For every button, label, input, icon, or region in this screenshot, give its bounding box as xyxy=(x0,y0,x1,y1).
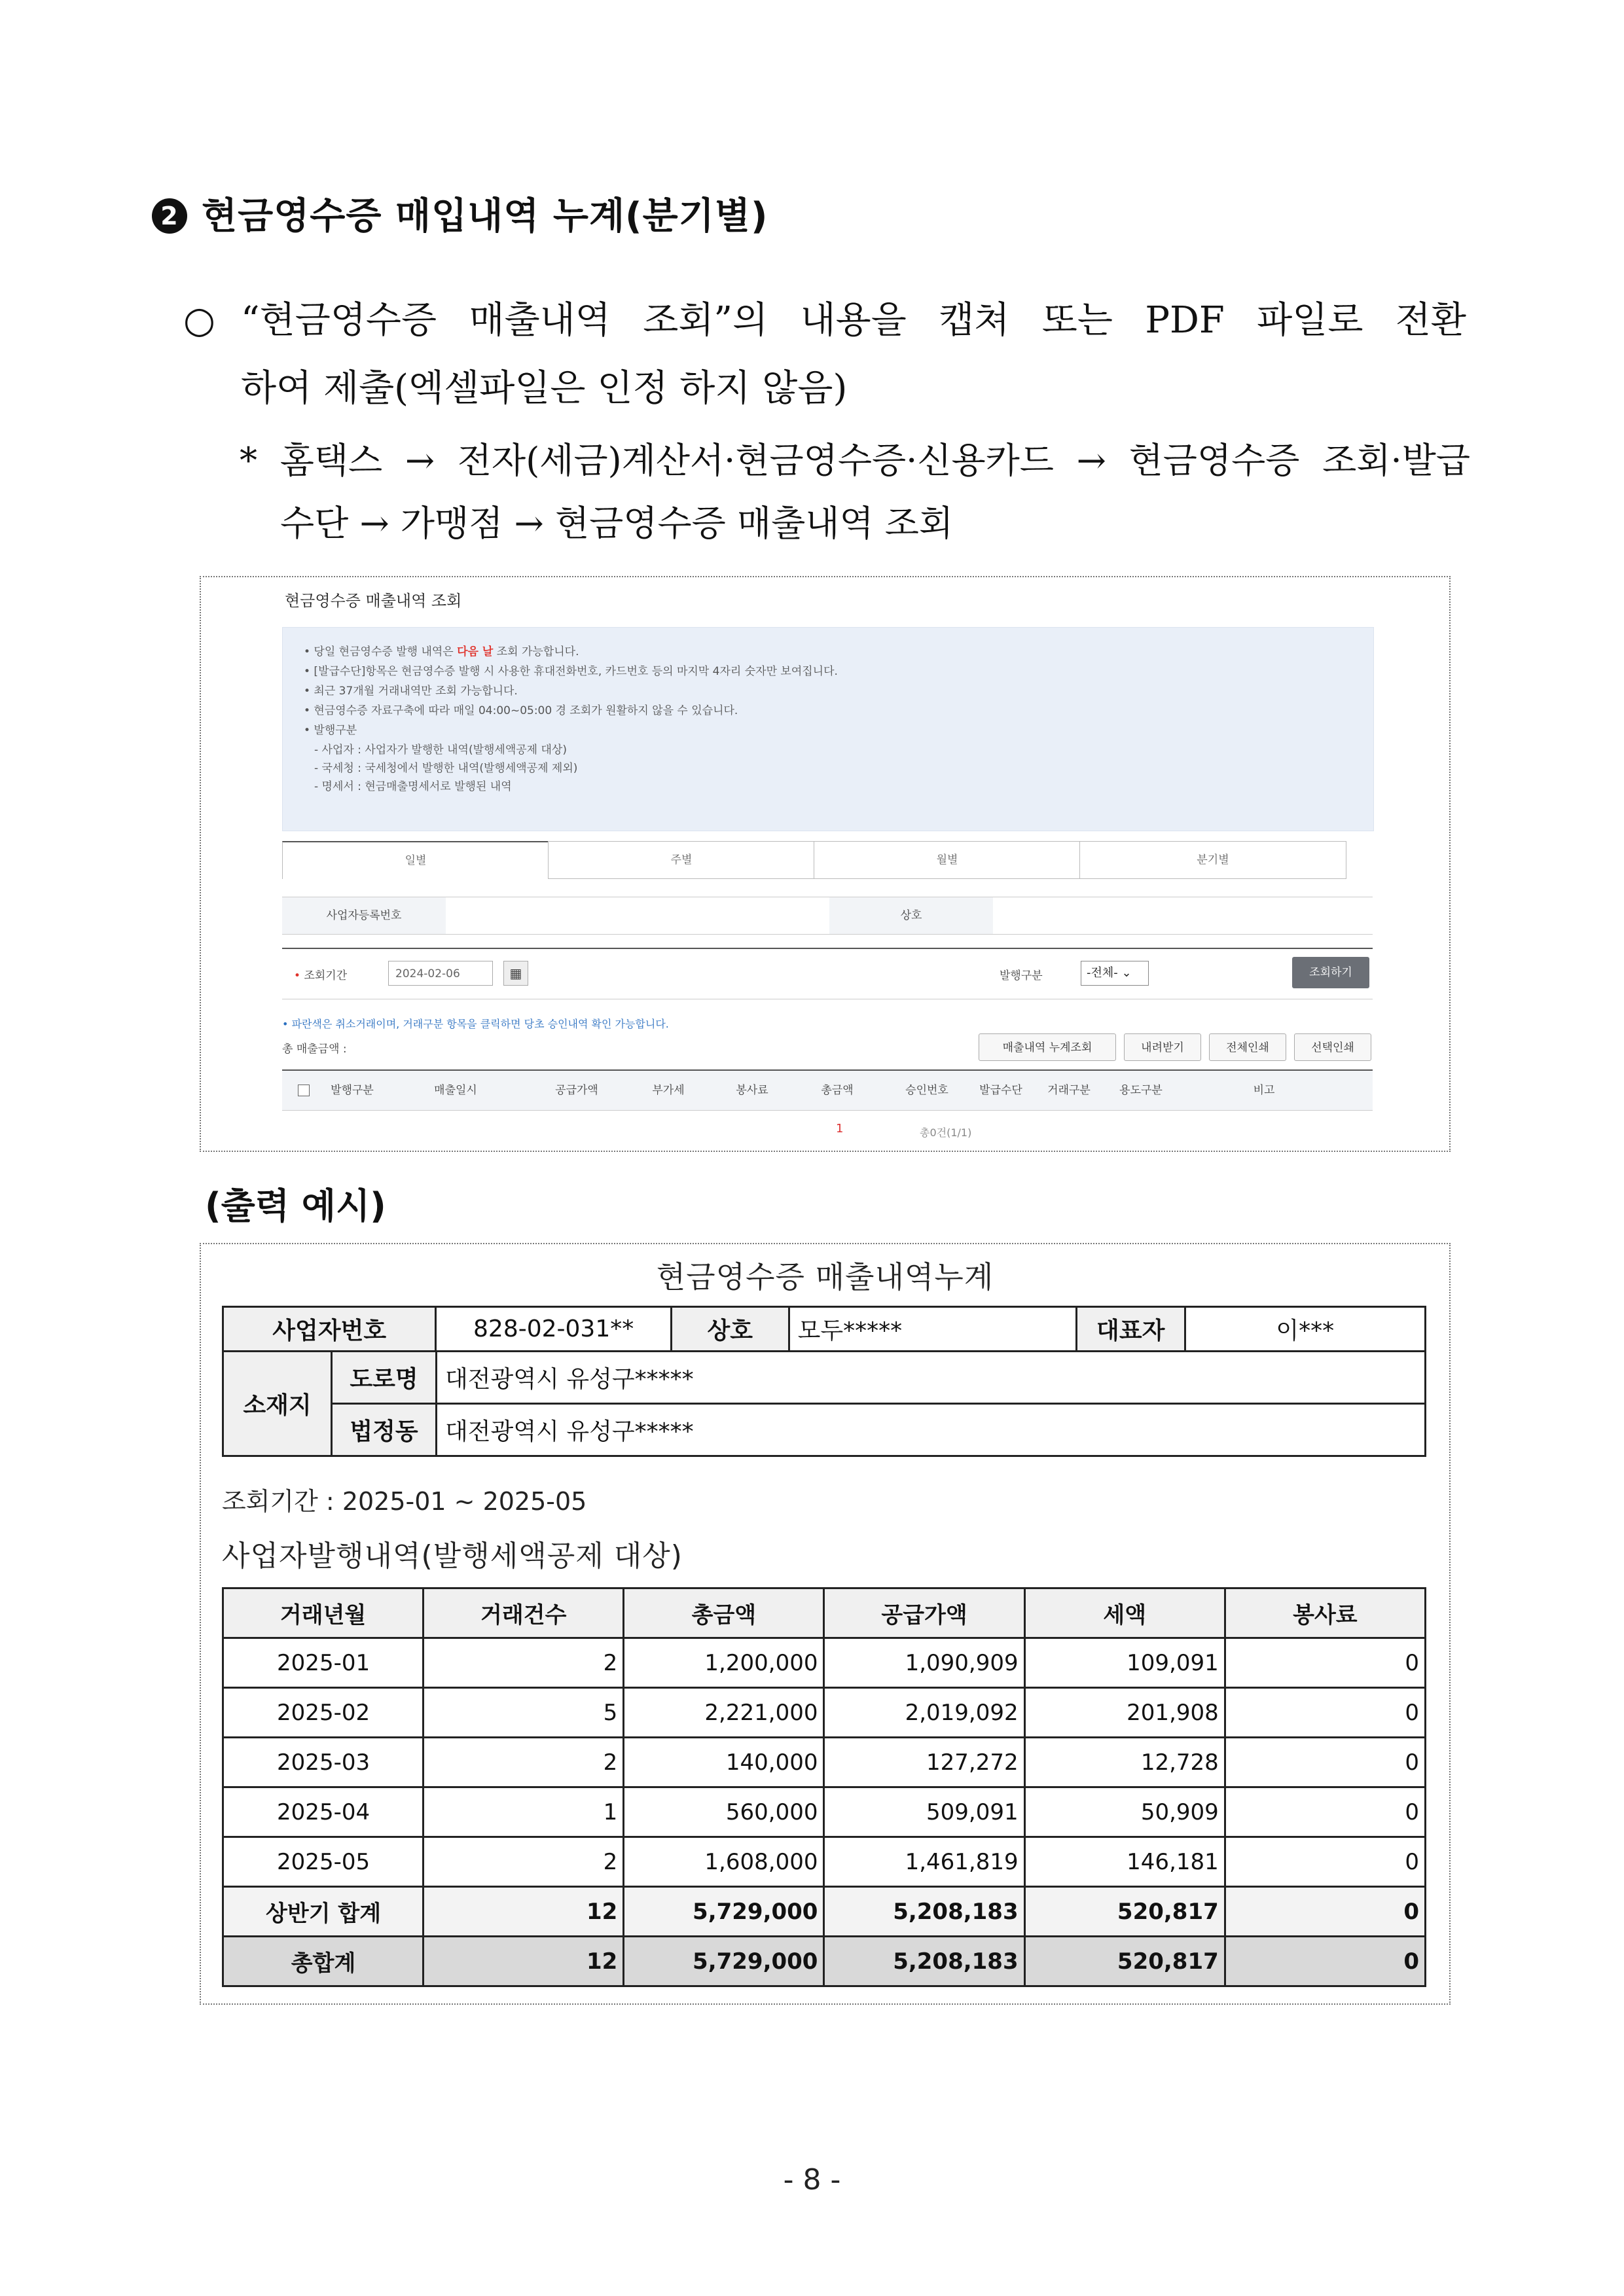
trade-name-label: 상호 xyxy=(671,1307,789,1352)
sales-summary-table xyxy=(222,1587,1426,1987)
column-header: 거래건수 xyxy=(424,1588,624,1638)
table-row xyxy=(223,1837,1426,1887)
cell-count: 12 xyxy=(424,1937,624,1986)
trade-name-label: 상호 xyxy=(829,897,993,934)
circle-bullet: ○ xyxy=(183,299,215,342)
section-title: 현금영수증 매입내역 누계(분기별) xyxy=(202,195,768,238)
column-header: 거래년월 xyxy=(223,1588,424,1638)
column-header: 봉사료 xyxy=(1225,1588,1425,1638)
column-header: 매출일시 xyxy=(434,1084,477,1097)
road-address: 대전광역시 유성구***** xyxy=(437,1352,1426,1404)
table-row xyxy=(223,1787,1426,1837)
column-header: 공급가액 xyxy=(824,1588,1024,1638)
cell-supply: 5,208,183 xyxy=(824,1937,1024,1986)
cell-total: 1,200,000 xyxy=(624,1638,824,1688)
tab-quarterly[interactable]: 분기별 xyxy=(1079,841,1346,879)
address-table xyxy=(222,1350,1426,1457)
column-header: 비고 xyxy=(1253,1084,1275,1097)
cell-total: 1,608,000 xyxy=(624,1837,824,1887)
date-input[interactable]: 2024-02-06 xyxy=(388,961,493,986)
notice-item: • [발급수단]항목은 현금영수증 발행 시 사용한 휴대전화번호, 카드번호 등의 마지막 4자리 숫자만 보여집니다. xyxy=(304,665,838,678)
tab-daily[interactable]: 일별 xyxy=(282,841,549,879)
biz-reg-label: 사업자등록번호 xyxy=(282,897,446,934)
business-info-table xyxy=(222,1306,1426,1352)
table-row xyxy=(223,1688,1426,1738)
cell-service: 0 xyxy=(1225,1638,1425,1688)
total-sales-label: 총 매출금액 : xyxy=(282,1043,347,1056)
instruction-line-2: 하여 제출(엑셀파일은 인정 하지 않음) xyxy=(241,367,848,410)
ceo-value: 이*** xyxy=(1185,1307,1425,1352)
notice-item: • 당일 현금영수증 발행 내역은 다음 날 조회 가능합니다. xyxy=(304,645,579,658)
notice-box xyxy=(282,627,1374,831)
table-row xyxy=(223,1738,1426,1787)
period-label: • 조회기간 xyxy=(294,969,348,982)
trade-name-value: 모두***** xyxy=(789,1307,1076,1352)
query-period: 조회기간 : 2025-01 ~ 2025-05 xyxy=(222,1487,587,1516)
business-info-row xyxy=(282,897,1373,935)
column-header: 발급수단 xyxy=(979,1084,1022,1097)
cell-count: 1 xyxy=(424,1787,624,1837)
location-label: 소재지 xyxy=(223,1352,332,1456)
hometax-path-note xyxy=(240,429,1470,555)
column-header: 용도구분 xyxy=(1119,1084,1163,1097)
cell-service: 0 xyxy=(1225,1738,1425,1787)
instruction-line-1: “현금영수증 매출내역 조회”의 내용을 캡쳐 또는 PDF 파일로 전환 xyxy=(241,299,1466,342)
download-button[interactable]: 내려받기 xyxy=(1124,1033,1201,1061)
column-header: 부가세 xyxy=(652,1084,685,1097)
instruction-paragraph xyxy=(183,287,1466,423)
pager-total: 총0건(1/1) xyxy=(920,1126,972,1139)
cell-tax: 50,909 xyxy=(1024,1787,1225,1837)
cell-label: 상반기 합계 xyxy=(223,1887,424,1937)
cell-tax: 520,817 xyxy=(1024,1887,1225,1937)
section-title-issued: 사업자발행내역(발행세액공제 대상) xyxy=(222,1539,683,1573)
cumulative-sales-button[interactable]: 매출내역 누계조회 xyxy=(979,1033,1116,1061)
print-all-button[interactable]: 전체인쇄 xyxy=(1209,1033,1286,1061)
column-header: 거래구분 xyxy=(1047,1084,1091,1097)
column-header: 발행구분 xyxy=(331,1084,374,1097)
cell-month: 2025-02 xyxy=(223,1688,424,1738)
cell-count: 2 xyxy=(424,1837,624,1887)
notice-item: - 사업자 : 사업자가 발행한 내역(발행세액공제 대상) xyxy=(314,744,567,757)
column-header: 봉사료 xyxy=(736,1084,768,1097)
cell-tax: 520,817 xyxy=(1024,1937,1225,1986)
cell-supply: 127,272 xyxy=(824,1738,1024,1787)
cell-service: 0 xyxy=(1225,1837,1425,1887)
search-button[interactable]: 조회하기 xyxy=(1292,957,1369,988)
cell-total: 2,221,000 xyxy=(624,1688,824,1738)
print-selected-button[interactable]: 선택인쇄 xyxy=(1294,1033,1371,1061)
biz-no-value: 828-02-031** xyxy=(436,1307,671,1352)
cell-supply: 509,091 xyxy=(824,1787,1024,1837)
result-table-header xyxy=(282,1069,1373,1111)
cell-supply: 1,090,909 xyxy=(824,1638,1024,1688)
page-number: - 8 - xyxy=(783,2163,841,2197)
cell-service: 0 xyxy=(1225,1937,1425,1986)
section-number: 2 xyxy=(152,198,187,234)
notice-item: - 명세서 : 현금매출명세서로 발행된 내역 xyxy=(314,780,512,793)
table-row xyxy=(223,1638,1426,1688)
notice-item: • 발행구분 xyxy=(304,724,357,737)
ceo-label: 대표자 xyxy=(1076,1307,1185,1352)
section-heading xyxy=(152,187,768,240)
cell-service: 0 xyxy=(1225,1787,1425,1837)
cell-supply: 1,461,819 xyxy=(824,1837,1024,1887)
cell-count: 5 xyxy=(424,1688,624,1738)
search-row xyxy=(282,948,1373,999)
column-header: 세액 xyxy=(1024,1588,1225,1638)
cell-tax: 201,908 xyxy=(1024,1688,1225,1738)
path-line-2: 수단 → 가맹점 → 현금영수증 매출내역 조회 xyxy=(280,503,954,544)
select-all-checkbox[interactable] xyxy=(298,1085,310,1096)
cell-month: 2025-01 xyxy=(223,1638,424,1688)
cell-count: 12 xyxy=(424,1887,624,1937)
cell-count: 2 xyxy=(424,1638,624,1688)
cell-tax: 146,181 xyxy=(1024,1837,1225,1887)
pager-page-link[interactable]: 1 xyxy=(836,1122,844,1136)
cell-month: 2025-03 xyxy=(223,1738,424,1787)
cell-month: 2025-04 xyxy=(223,1787,424,1837)
grand-total-row xyxy=(223,1937,1426,1986)
column-header: 공급가액 xyxy=(555,1084,598,1097)
cell-service: 0 xyxy=(1225,1688,1425,1738)
tab-weekly[interactable]: 주별 xyxy=(548,841,815,879)
cell-tax: 109,091 xyxy=(1024,1638,1225,1688)
cell-month: 2025-05 xyxy=(223,1837,424,1887)
column-header: 총금액 xyxy=(624,1588,824,1638)
cell-label: 총합계 xyxy=(223,1937,424,1986)
cell-total: 140,000 xyxy=(624,1738,824,1787)
notice-item: • 현금영수증 자료구축에 따라 매일 04:00~05:00 경 조회가 원활하지 않을 수 있습니다. xyxy=(304,704,738,717)
cell-supply: 5,208,183 xyxy=(824,1887,1024,1937)
path-line-1: * 홈택스 → 전자(세금)계산서·현금영수증·신용카드 → 현금영수증 조회·발급 xyxy=(240,440,1470,481)
cell-total: 5,729,000 xyxy=(624,1887,824,1937)
cell-count: 2 xyxy=(424,1738,624,1787)
output-title: 현금영수증 매출내역누계 xyxy=(656,1259,994,1295)
notice-item: • 최근 37개월 거래내역만 조회 가능합니다. xyxy=(304,685,518,698)
calendar-icon[interactable]: ▦ xyxy=(503,961,528,986)
cell-total: 560,000 xyxy=(624,1787,824,1837)
cancel-legend-note: • 파란색은 취소거래이며, 거래구분 항목을 클릭하면 당초 승인내역 확인 가능합니다. xyxy=(282,1018,669,1030)
cell-tax: 12,728 xyxy=(1024,1738,1225,1787)
screenshot-title: 현금영수증 매출내역 조회 xyxy=(285,592,462,610)
cell-total: 5,729,000 xyxy=(624,1937,824,1986)
issue-type-select[interactable]: -전체- ⌄ xyxy=(1081,961,1149,986)
period-tabs xyxy=(282,841,1373,879)
legal-address: 대전광역시 유성구***** xyxy=(437,1404,1426,1456)
subtotal-row xyxy=(223,1887,1426,1937)
road-label: 도로명 xyxy=(332,1352,437,1404)
issue-type-label: 발행구분 xyxy=(1000,969,1043,982)
cell-service: 0 xyxy=(1225,1887,1425,1937)
tab-monthly[interactable]: 월별 xyxy=(814,841,1081,879)
legal-dong-label: 법정동 xyxy=(332,1404,437,1456)
notice-item: - 국세청 : 국세청에서 발행한 내역(발행세액공제 제외) xyxy=(314,762,578,775)
example-label: (출력 예시) xyxy=(205,1185,386,1227)
column-header: 승인번호 xyxy=(905,1084,948,1097)
biz-no-label: 사업자번호 xyxy=(223,1307,436,1352)
cell-supply: 2,019,092 xyxy=(824,1688,1024,1738)
output-example-box xyxy=(200,1243,1451,2005)
column-header: 총금액 xyxy=(821,1084,854,1097)
hometax-screenshot xyxy=(200,576,1451,1152)
